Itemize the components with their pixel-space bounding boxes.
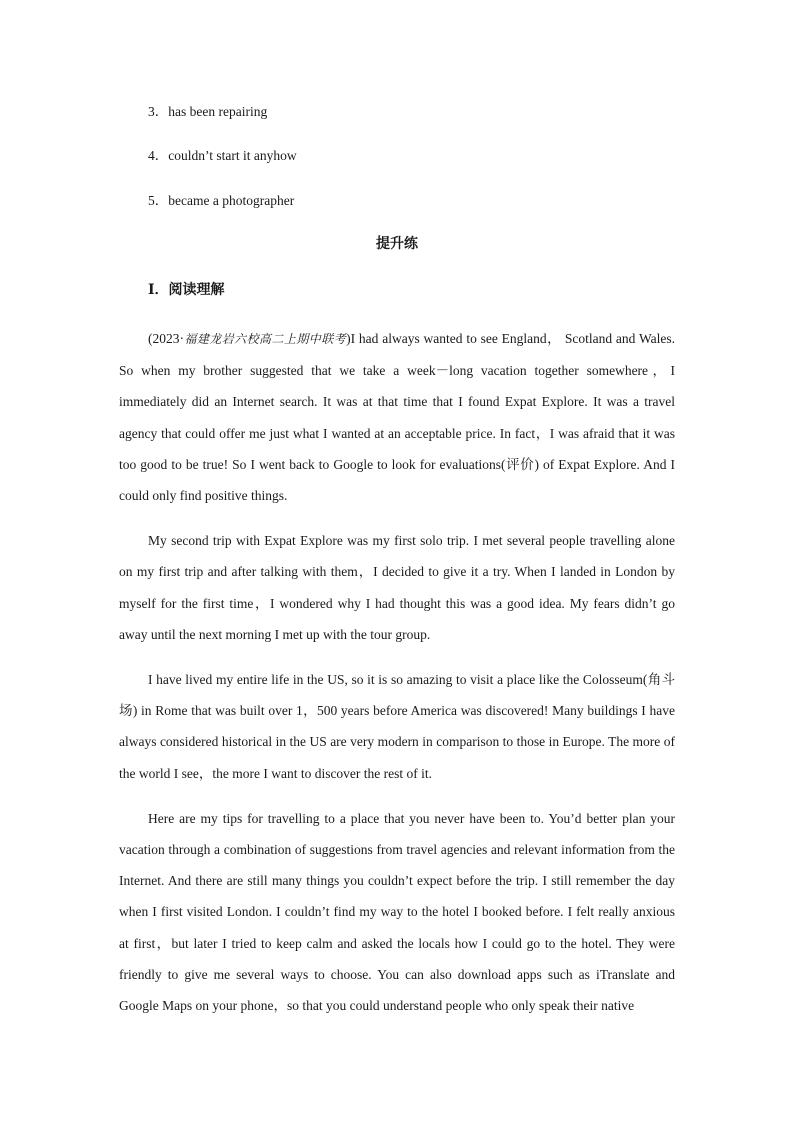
paragraph-1 [119, 323, 675, 511]
section-title: 提升练 [376, 237, 418, 252]
paragraph-2: My second trip with Expat Explore was my first solo trip. I met several people travelling alone on my first trip and after talking with them，I decided to give it a try. When I landed in London by myself for the first time，I wondered why I had thought this was a good idea. My fears didn’t go away until the next morning I met up with the tour group. [119, 533, 675, 642]
answer-number: 3． [148, 104, 169, 119]
answer-number: 5． [148, 193, 169, 208]
source-open: (2023· [148, 331, 184, 346]
answer-5 [148, 191, 294, 211]
answer-text: became a photographer [168, 193, 295, 208]
answer-text: couldn’t start it anyhow [168, 148, 297, 163]
paragraph-3: I have lived my entire life in the US, so it is so amazing to visit a place like the Colosseum(角斗场) in Rome that was built over 1，500 years before America was discovered! Many buildings I have always considered historical in the US are very modern in comparison to those in Europe. The more of the world I see，the more I want to discover the rest of it. [119, 672, 675, 781]
answer-4 [148, 146, 297, 166]
answer-3 [148, 102, 267, 122]
paragraph-1-text: I had always wanted to see England， Scotland and Wales. So when my brother suggested that we take a week－long vacation together somewhere，I immediately did an Internet search. It was at that time that I found Expat Explore. It was a travel agency that could offer me just what I wanted at an acceptable price. In fact，I was afraid that it was too good to be true! So I went back to Google to look for evaluations(评价) of Expat Explore. And I could only find positive things. [119, 331, 675, 504]
answer-number: 4． [148, 148, 169, 163]
reading-passage [119, 323, 675, 1035]
part-title: Ⅰ．阅读理解 [148, 283, 225, 298]
source-close: ) [346, 331, 351, 346]
source-label: 福建龙岩六校高二上期中联考 [184, 332, 347, 346]
answer-text: has been repairing [168, 104, 268, 119]
paragraph-4: Here are my tips for travelling to a place that you never have been to. You’d better plan your vacation through a combination of suggestions from travel agencies and relevant information from the Internet. And there are still many things you couldn’t expect before the trip. I still remember the day when I first visited London. I couldn’t find my way to the hotel I booked before. I felt really anxious at first，but later I tried to keep calm and asked the locals how I could go to the hotel. They were friendly to give me several ways to choose. You can also download apps such as iTranslate and Google Maps on your phone，so that you could understand people who only speak their native [119, 810, 675, 1014]
